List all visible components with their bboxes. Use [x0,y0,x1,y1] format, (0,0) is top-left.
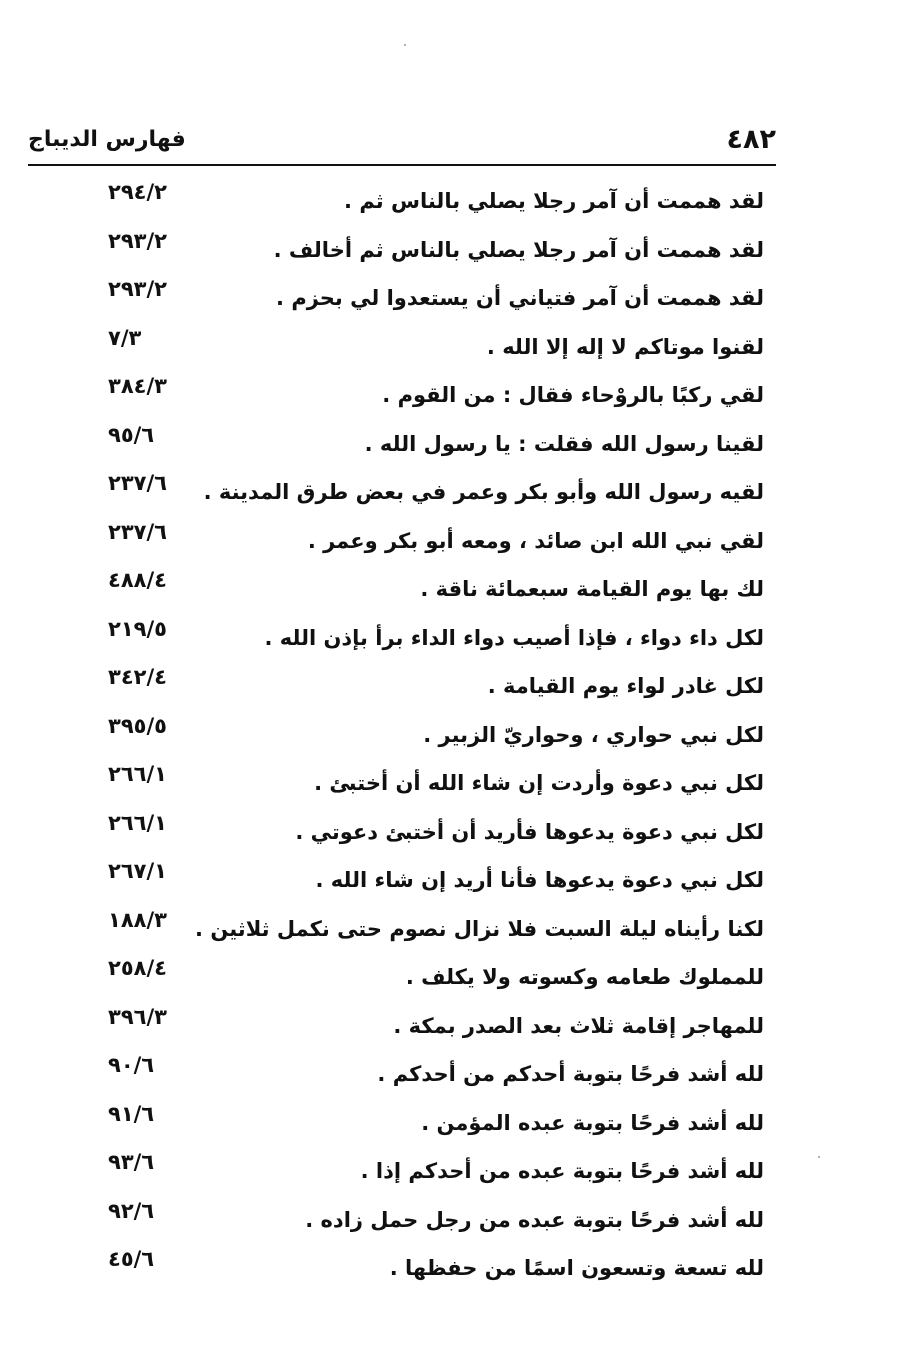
hadith-text: لقد هممت أن آمر رجلا يصلي بالناس ثم . [344,189,764,213]
hadith-text: لقيه رسول الله وأبو بكر وعمر في بعض طرق المدينة . [203,480,764,504]
hadith-text: لكل نبي حواري ، وحواريّ الزبير . [423,722,764,747]
volume-page-reference: ٩٣/٦ [108,1150,155,1174]
page-header [28,118,776,162]
volume-page-reference: ٩٢/٦ [108,1198,155,1223]
volume-page-reference: ٢٩٤/٢ [108,180,167,204]
hadith-text: لكل نبي دعوة يدعوها فأريد أن أختبئ دعوتي . [295,819,764,844]
volume-page-reference: ٩٥/٦ [108,422,155,447]
index-entry [28,516,776,565]
hadith-text: لقي نبي الله ابن صائد ، ومعه أبو بكر وعمر . [307,528,764,553]
volume-page-reference: ٢٩٣/٢ [108,277,167,301]
volume-page-reference: ٣٩٥/٥ [108,713,167,738]
index-entry [28,176,776,225]
hadith-text: لكل غادر لواء يوم القيامة . [487,674,764,698]
volume-page-reference: ٢٩٣/٢ [108,228,167,253]
volume-page-reference: ٣٨٤/٣ [108,374,167,398]
index-entry [28,1195,776,1244]
hadith-text: لقينا رسول الله فقلت : يا رسول الله . [364,431,764,456]
volume-page-reference: ٧/٣ [108,325,142,350]
index-entry [28,855,776,904]
volume-page-reference: ٢٥٨/٤ [108,956,167,980]
hadith-text: لقنوا موتاكم لا إله إلا الله . [486,334,764,359]
hadith-text: لله أشد فرحًا بتوبة أحدكم من أحدكم . [377,1062,764,1086]
index-entry [28,370,776,419]
volume-page-reference: ٢٦٦/١ [108,810,167,835]
volume-page-reference: ٢٣٧/٦ [108,471,167,495]
index-entry [28,1001,776,1050]
index-entry [28,322,776,371]
hadith-text: للمملوك طعامه وكسوته ولا يكلف . [405,965,764,989]
index-entry [28,1146,776,1195]
volume-page-reference: ٣٩٦/٣ [108,1004,167,1029]
volume-page-reference: ٩٠/٦ [108,1053,155,1077]
index-entry [28,661,776,710]
index-entry [28,952,776,1001]
volume-page-reference: ٩١/٦ [108,1101,155,1126]
hadith-text: لكنا رأيناه ليلة السبت فلا نزال نصوم حتى نكمل ثلاثين . [195,916,764,941]
hadith-text: لك بها يوم القيامة سبعمائة ناقة . [420,577,764,601]
volume-page-reference: ٤٨٨/٤ [108,568,167,592]
index-entry [28,564,776,613]
hadith-text: لله أشد فرحًا بتوبة عبده من أحدكم إذا . [360,1159,764,1183]
scan-speck [818,1156,820,1158]
index-entry [28,613,776,662]
index-entry [28,710,776,759]
volume-page-reference: ٢٦٦/١ [108,762,167,786]
index-entry [28,807,776,856]
index-entry [28,225,776,274]
index-entry [28,1049,776,1098]
volume-page-reference: ٢٣٧/٦ [108,519,167,544]
hadith-text: لقد هممت أن آمر رجلا يصلي بالناس ثم أخالف . [273,237,764,262]
running-title: فهارس الديباج [28,127,186,152]
index-entry [28,419,776,468]
volume-page-reference: ٣٤٢/٤ [108,665,167,689]
hadith-text: للمهاجر إقامة ثلاث بعد الصدر بمكة . [393,1013,764,1038]
hadith-text: لكل نبي دعوة وأردت إن شاء الله أن أختبئ . [314,771,764,795]
volume-page-reference: ٤٥/٦ [108,1247,155,1271]
index-entry [28,1243,776,1292]
hadith-index-list [28,176,776,1292]
hadith-text: لكل داء دواء ، فإذا أصيب دواء الداء برأ بإذن الله . [264,625,764,650]
volume-page-reference: ٢١٩/٥ [108,616,167,641]
hadith-text: لقي ركبًا بالروْحاء فقال : من القوم . [382,383,764,407]
hadith-text: لله أشد فرحًا بتوبة عبده من رجل حمل زاده . [305,1207,764,1232]
index-entry [28,1098,776,1147]
volume-page-reference: ٢٦٧/١ [108,859,167,883]
page-number: ٤٨٢ [726,124,776,155]
volume-page-reference: ١٨٨/٣ [108,907,167,932]
index-entry [28,758,776,807]
hadith-text: لقد هممت أن آمر فتياني أن يستعدوا لي بحزم . [276,286,764,310]
scan-speck [404,44,406,46]
index-entry [28,273,776,322]
hadith-text: لله تسعة وتسعون اسمًا من حفظها . [389,1256,764,1280]
index-entry [28,467,776,516]
header-rule [28,164,776,166]
hadith-text: لله أشد فرحًا بتوبة عبده المؤمن . [421,1110,764,1135]
index-entry [28,904,776,953]
hadith-text: لكل نبي دعوة يدعوها فأنا أريد إن شاء الله . [315,868,764,892]
